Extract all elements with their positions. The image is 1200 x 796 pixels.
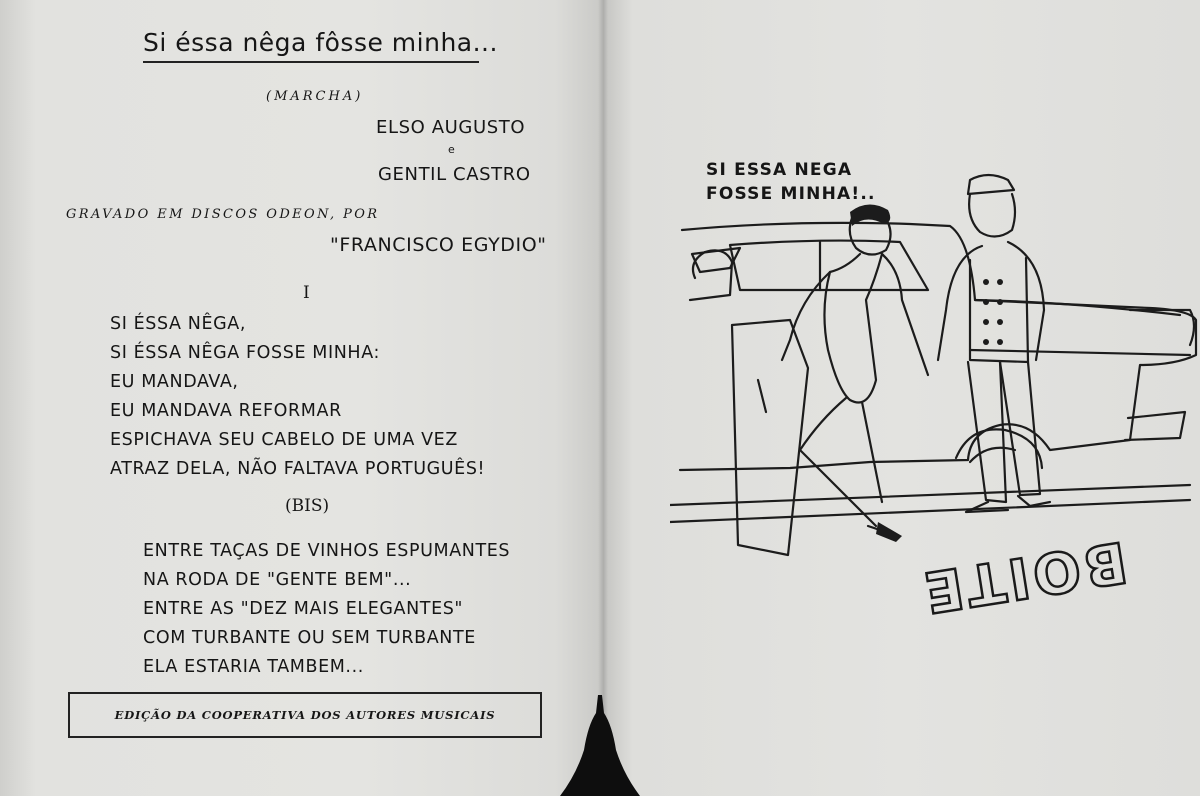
author-2: GENTIL CASTRO <box>378 164 531 185</box>
recording-credit: GRAVADO EM DISCOS ODEON, POR <box>66 207 380 222</box>
speech-line-2: FOSSE MINHA!.. <box>706 184 876 204</box>
lyric-line: ESPICHAVA SEU CABELO DE UMA VEZ <box>110 430 458 450</box>
page-fold <box>598 0 608 796</box>
song-genre: (MARCHA) <box>266 89 364 104</box>
verse-2 <box>143 537 510 682</box>
lyric-line: EU MANDAVA, <box>110 372 239 392</box>
verse-number: I <box>303 283 310 303</box>
performer-name: "FRANCISCO EGYDIO" <box>330 234 547 256</box>
bis-marker: (BIS) <box>285 496 330 516</box>
lyric-line: SI ÉSSA NÊGA, <box>110 314 247 334</box>
lyric-line: ENTRE AS "DEZ MAIS ELEGANTES" <box>143 599 464 619</box>
lyric-line: ELA ESTARIA TAMBEM... <box>143 657 364 677</box>
lyric-line: EU MANDAVA REFORMAR <box>110 401 342 421</box>
author-1: ELSO AUGUSTO <box>376 117 526 138</box>
lyric-line: ENTRE TAÇAS DE VINHOS ESPUMANTES <box>143 541 511 561</box>
edition-credit: EDIÇÃO DA COOPERATIVA DOS AUTORES MUSICAIS <box>114 708 496 722</box>
speech-bubble <box>706 158 876 206</box>
edition-box <box>68 692 542 738</box>
lyric-line: NA RODA DE "GENTE BEM"... <box>143 570 412 590</box>
lyric-line: SI ÉSSA NÊGA FOSSE MINHA: <box>110 343 380 363</box>
boite-sign: BOITE <box>916 528 1132 625</box>
lyric-line: ATRAZ DELA, NÃO FALTAVA PORTUGUÊS! <box>110 459 486 479</box>
spine-shadow <box>560 695 640 796</box>
speech-line-1: SI ESSA NEGA <box>706 160 853 180</box>
verse-1 <box>110 310 485 484</box>
lyric-line: COM TURBANTE OU SEM TURBANTE <box>143 628 476 648</box>
song-title: Si éssa nêga fôsse minha... <box>143 28 479 63</box>
author-conjunction: e <box>448 143 455 156</box>
